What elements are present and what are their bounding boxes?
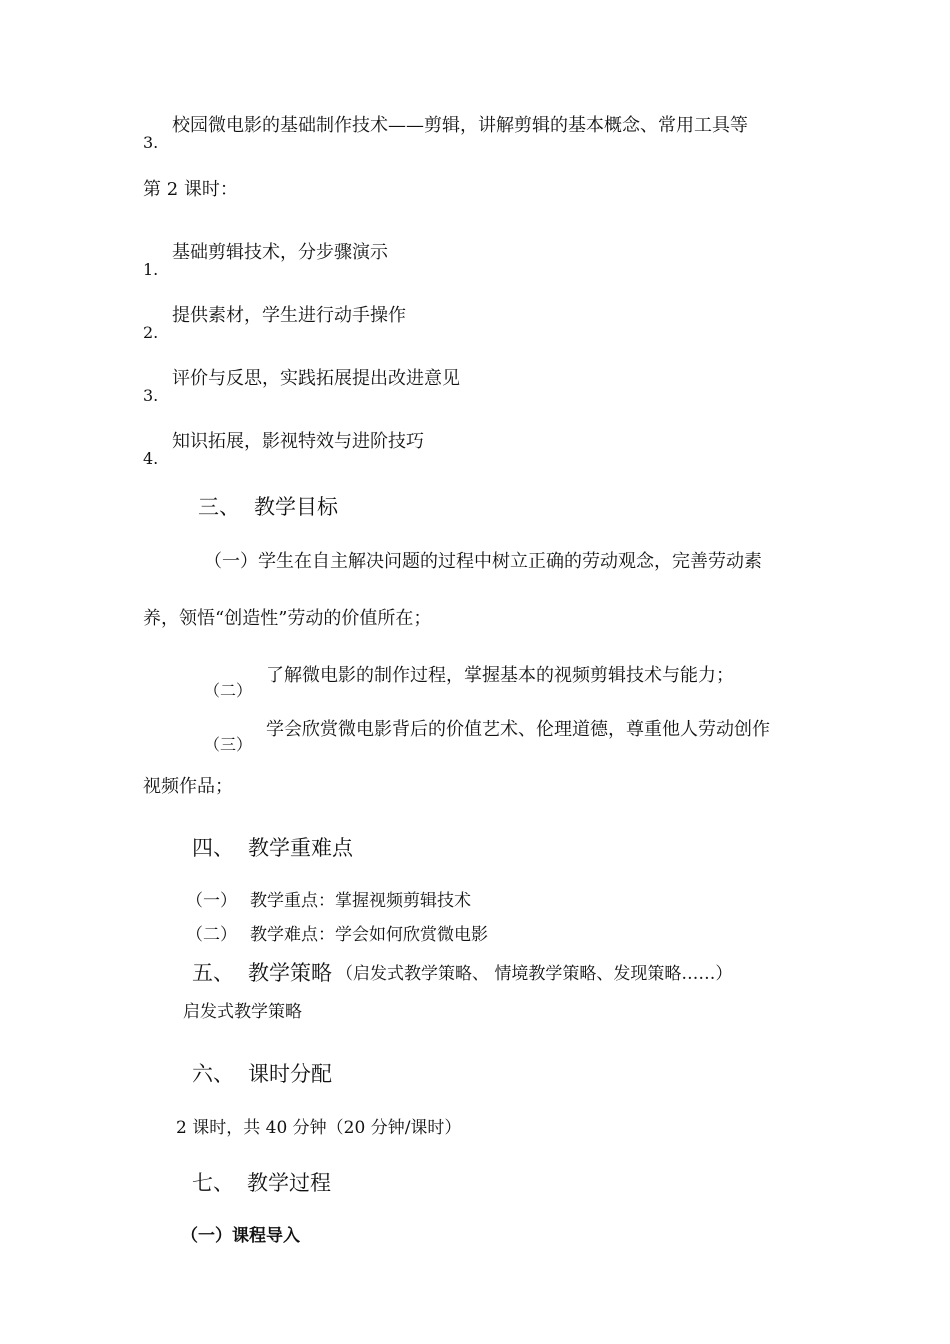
section6-title: 课时分配 xyxy=(248,1062,332,1086)
section3-number: 三、 xyxy=(198,495,240,519)
section3-goal2-label: （二） xyxy=(204,681,253,700)
section3-goal3-line2: 视频作品； xyxy=(143,776,233,797)
section3-goal3-line1: 学会欣赏微电影背后的价值艺术、伦理道德，尊重他人劳动创作 xyxy=(266,719,770,740)
lesson2-item3-text: 评价与反思，实践拓展提出改进意见 xyxy=(172,368,460,389)
section4-point1-label: （一） xyxy=(186,891,237,911)
lesson2-item2-text: 提供素材，学生进行动手操作 xyxy=(172,305,406,326)
lesson2-title: 第 2 课时： xyxy=(143,179,238,200)
section7-title: 教学过程 xyxy=(247,1171,331,1195)
lesson2-item4-number: 4. xyxy=(143,449,159,468)
lesson2-item1-number: 1. xyxy=(143,260,159,279)
section5-subtitle: （启发式教学策略、 情境教学策略、发现策略……） xyxy=(336,964,733,984)
section3-goal1-line1: （一）学生在自主解决问题的过程中树立正确的劳动观念，完善劳动素 xyxy=(204,551,762,572)
section4-point2-label: （二） xyxy=(186,925,237,945)
section3-goal2-text: 了解微电影的制作过程，掌握基本的视频剪辑技术与能力； xyxy=(266,665,734,686)
section6-number: 六、 xyxy=(192,1062,234,1086)
section3-title: 教学目标 xyxy=(254,495,338,519)
lesson1-item3-text: 校园微电影的基础制作技术——剪辑，讲解剪辑的基本概念、常用工具等 xyxy=(172,115,748,136)
section5-number: 五、 xyxy=(192,961,234,985)
section3-goal1-line2: 养，领悟“创造性”劳动的价值所在； xyxy=(143,608,432,629)
section6-content: 2 课时，共 40 分钟（20 分钟/课时） xyxy=(176,1118,462,1138)
lesson2-item4-text: 知识拓展，影视特效与进阶技巧 xyxy=(172,431,424,452)
lesson2-item1-text: 基础剪辑技术，分步骤演示 xyxy=(172,242,388,263)
section5-content: 启发式教学策略 xyxy=(183,1002,302,1022)
lesson2-item2-number: 2. xyxy=(143,323,159,342)
section4-point1-text: 教学重点：掌握视频剪辑技术 xyxy=(250,891,471,911)
section4-point2-text: 教学难点：学会如何欣赏微电影 xyxy=(250,925,488,945)
section4-number: 四、 xyxy=(192,836,234,860)
section7-number: 七、 xyxy=(192,1171,234,1195)
section4-title: 教学重难点 xyxy=(248,836,353,860)
lesson1-item3-number: 3. xyxy=(143,133,159,152)
section3-goal3-label: （三） xyxy=(204,735,253,754)
section7-sub1-heading: （一）课程导入 xyxy=(181,1226,300,1246)
lesson2-item3-number: 3. xyxy=(143,386,159,405)
section5-title: 教学策略 xyxy=(248,961,332,985)
